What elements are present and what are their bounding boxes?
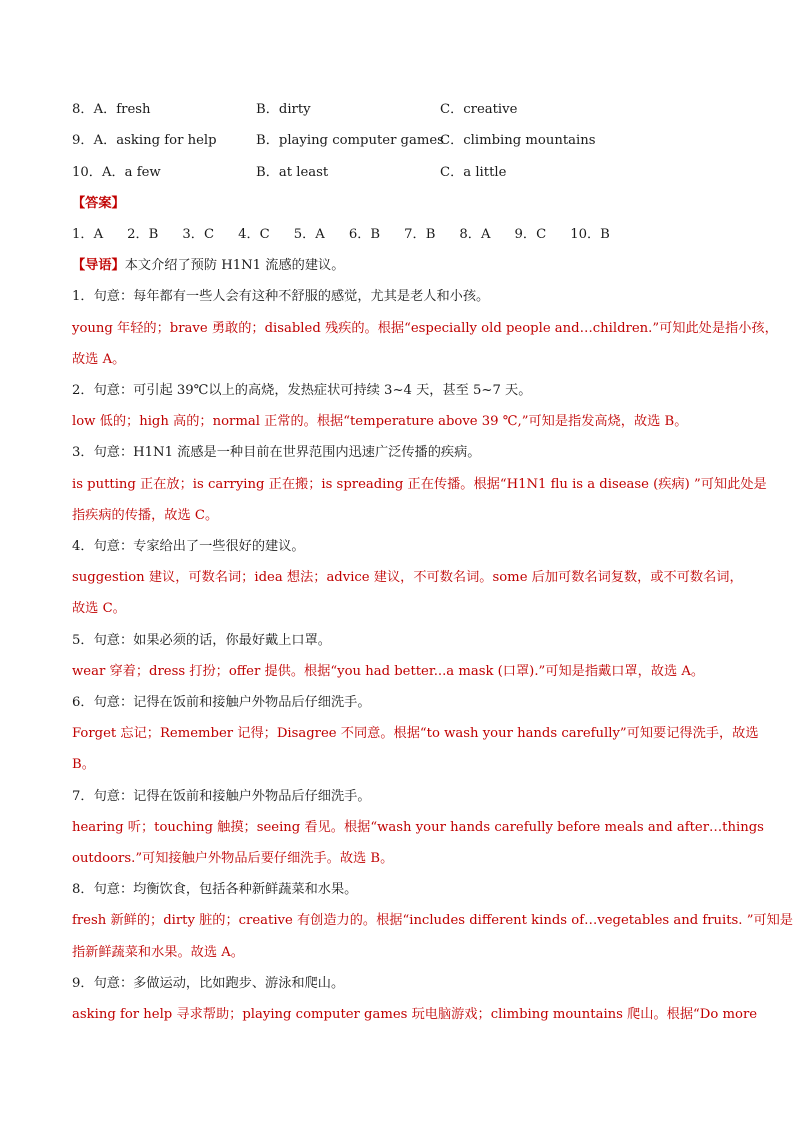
answer-item: 8．A <box>459 227 491 242</box>
guide-text: 本文介绍了预防 H1N1 流感的建议。 <box>124 258 345 273</box>
option-c: C．climbing mountains <box>440 133 596 148</box>
explanation-4-conclusion: 故选 C。 <box>72 601 126 616</box>
explanation-1-conclusion: 故选 A。 <box>72 352 126 367</box>
guide-label: 【导语】 <box>72 258 125 273</box>
explanation-1-meaning: 1．句意：每年都有一些人会有这种不舒服的感觉，尤其是老人和小孩。 <box>72 289 490 304</box>
option-c: C．creative <box>440 102 518 117</box>
answer-item: 9．C <box>514 227 547 242</box>
explanation-2-analysis: low 低的；high 高的；normal 正常的。根据“temperature above 39 ℃,”可知是指发高烧，故选 B。 <box>72 414 688 429</box>
answer-item: 7．B <box>404 227 436 242</box>
explanation-6-conclusion: B。 <box>72 757 95 772</box>
answer-item: 6．B <box>348 227 381 242</box>
option-b: B．dirty <box>256 102 311 117</box>
explanation-5-analysis: wear 穿着；dress 打扮；offer 提供。根据“you had better...a mask (口罩).”可知是指戴口罩，故选 A。 <box>72 664 705 679</box>
explanation-3-analysis: is putting 正在放；is carrying 正在搬；is spreading 正在传播。根据“H1N1 flu is a disease (疾病) ”可知此处是 <box>72 477 767 492</box>
explanation-7-conclusion: outdoors.”可知接触户外物品后要仔细洗手。故选 B。 <box>72 851 394 866</box>
answer-item: 3．C <box>182 227 215 242</box>
explanation-7-analysis: hearing 听；touching 触摸；seeing 看见。根据“wash your hands carefully before meals and after…things <box>72 820 764 835</box>
explanation-5-meaning: 5．句意：如果必须的话，你最好戴上口罩。 <box>72 633 331 648</box>
option-a: 10．A．a few <box>72 165 161 180</box>
answer-item: 2．B <box>127 227 159 242</box>
option-b: B．playing computer games <box>256 133 444 148</box>
option-c: C．a little <box>440 165 507 180</box>
answer-item: 4．C <box>238 227 270 242</box>
explanation-7-meaning: 7．句意：记得在饭前和接触户外物品后仔细洗手。 <box>72 789 371 804</box>
explanation-9-analysis: asking for help 寻求帮助；playing computer games 玩电脑游戏；climbing mountains 爬山。根据“Do more <box>72 1007 758 1022</box>
option-b: B．at least <box>256 165 329 180</box>
guide-line <box>72 256 746 276</box>
explanation-8-analysis: fresh 新鲜的；dirty 脏的；creative 有创造力的。根据“includes different kinds of…vegetables and fruits. ”可知是 <box>72 913 793 928</box>
explanation-4-analysis: suggestion 建议，可数名词；idea 想法；advice 建议，不可数名词。some 后加可数名词复数，或不可数名词， <box>72 570 743 585</box>
option-a: 8．A．fresh <box>72 102 151 117</box>
explanation-6-analysis: Forget 忘记；Remember 记得；Disagree 不同意。根据“to wash your hands carefully”可知要记得洗手，故选 <box>72 726 759 741</box>
explanation-1-analysis: young 年轻的；brave 勇敢的；disabled 残疾的。根据“especially old people and…children.”可知此处是指小孩， <box>72 321 778 336</box>
option-a: 9．A．asking for help <box>72 133 217 148</box>
answer-heading: 【答案】 <box>72 196 125 211</box>
explanation-8-meaning: 8．句意：均衡饮食，包括各种新鲜蔬菜和水果。 <box>72 882 358 897</box>
answer-item: 10．B <box>570 227 610 242</box>
answer-item: 1．A <box>72 227 104 242</box>
answer-key <box>72 225 634 245</box>
explanation-3-conclusion: 指疾病的传播，故选 C。 <box>72 508 219 523</box>
explanation-9-meaning: 9．句意：多做运动，比如跑步、游泳和爬山。 <box>72 976 345 991</box>
answer-item: 5．A <box>293 227 325 242</box>
explanation-2-meaning: 2．句意：可引起 39℃以上的高烧，发热症状可持续 3~4 天，甚至 5~7 天。 <box>72 383 532 398</box>
explanation-8-conclusion: 指新鲜蔬菜和水果。故选 A。 <box>72 945 244 960</box>
explanation-6-meaning: 6．句意：记得在饭前和接触户外物品后仔细洗手。 <box>72 695 371 710</box>
explanation-3-meaning: 3．句意：H1N1 流感是一种目前在世界范围内迅速广泛传播的疾病。 <box>72 445 481 460</box>
explanation-4-meaning: 4．句意：专家给出了一些很好的建议。 <box>72 539 305 554</box>
